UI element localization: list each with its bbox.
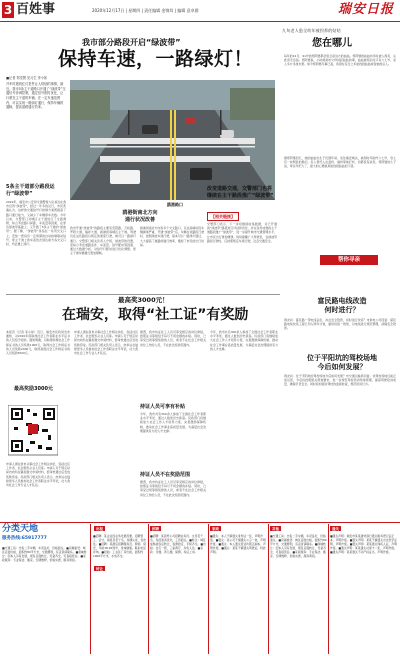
newspaper-logo: 瑞安日报 bbox=[337, 2, 394, 17]
classified-column-5: ■交通工具：出售二手车辆，车况良好，价格面议。■房屋租赁：城区店面出租，面积约80平方米，交通便利，有意者请联系。■商铺转让：因本人另有发展，现有店面转让，设备齐全，可直接营业。■家政服务：专业保洁、搬家、空调维修，价格实惠，服务周到。 bbox=[270, 534, 327, 559]
lead-subhead-ougang: 鸥港街南北方向 通行状况改善 bbox=[122, 210, 158, 223]
classified-column-1: ■交通工具：出售二手车辆，车况良好，价格面议。■房屋租赁：城区店面出租，面积约80平方米，交通便利，有意者请联系。■商铺转让：因本人另有发展，现有店面转让，设备齐全，可直接营业。■家政服务：专业保洁、搬家、空调维修，价格实惠，服务周到。 bbox=[2, 546, 87, 563]
issue-info: 2020年12月17日 | 星期四 | 责任编辑 金锦茸 | 编辑 意卓群 bbox=[92, 8, 199, 13]
classifieds-top-rule bbox=[0, 522, 400, 523]
lead-column-1: 2019年，瑞安市公安局交通警察大队首次在我市启用“绿波带”，经过一年多的运行，市民普遍认为，这样的交通信号灯控制方案既提高了路口通行能力，又减少了车辆停车次数。今年以来，交警部门对城区主干道进行了全面调研，综合考虑路口间距、车流量等因素，在原有绿波带基础上，又开通了5条主干道的“绿波带”。据了解，“绿波带”是指在一系列交叉口上，安装一套具有一定周期的自动控制联动信号，使主干道上的车流依次到达前方各交叉口时，均会遇上绿灯。 bbox=[6, 200, 66, 247]
right-qa-headline-2: 位于平阳坑的驾校场地 今后如何发展？ bbox=[307, 354, 377, 371]
page-number: 3 bbox=[3, 3, 13, 17]
classified-label-housekeeping: 家政 bbox=[212, 526, 219, 531]
classified-column-6: ■遗失声明：瑞安市某某建材商行遗失税务登记证正本，声明作废。■遗失声明：某某不慎遗失出生医学证明，声明作废。■遗失声明：某某遗失残疾人证，声明作废。■遗失声明：某某遗失社保卡一张，声明作废。■遗失声明：某某遗失不动产权证书，声明作废。 bbox=[330, 534, 397, 555]
help-find-family-banner: 帮你寻亲 bbox=[320, 255, 378, 265]
classified-label-recruit: 招聘 bbox=[152, 526, 159, 531]
section-name: 百姓事 bbox=[16, 2, 56, 17]
story2-column-4: 今年，我市共有300余人参加了全国社会工作者职业水平考试，通过人数创历史新高。民政部门将继续加大社会工作人才培养力度，完善激励保障机制，推动社会工作事业高质量发展，为基层社会治理提供有力的人才支撑。 bbox=[210, 330, 278, 351]
story2-subhead-max-reward: 最高奖励3000元 bbox=[14, 386, 53, 392]
classified-divider-5 bbox=[328, 524, 329, 654]
story2-column-1: 本报讯（记者 李小如）近日，瑞安市民政局发布通知，对2020年度取得社会工作者职业水平证书的人员给予奖励。通知明确，对取得助理社会工作师证书的人员奖励1000元，取得社会工作师证书的人员奖励2000元，取得高级社会工作师证书的人员奖励3000元。 bbox=[6, 330, 70, 356]
photo-caption: 鸥港路口 bbox=[167, 202, 183, 207]
story-divider bbox=[6, 294, 280, 295]
story2-column-2: 申请人须在我市从事社会工作相关岗位，包括社区工作者、社会组织从业人员等。申请人可于规定时间内向所在镇街提交申请材料，经审核通过后发放奖励资金。民政部门相关负责人表示，此举旨在鼓励更多人员参加社会工作者职业水平考试，壮大我市社会工作专业人才队伍。 bbox=[74, 330, 138, 356]
lead-column-3: 鸥港街南北方向有多个交叉路口，以往高峰时段车辆拥堵严重，开通“绿波带”后，车辆在该路段行驶时，按照绿波车速行驶，基本可以一路绿灯通过，大大提高了道路的通行效率，缩短了市民的出行时间。 bbox=[140, 226, 204, 247]
lead-column-4: 交警部门表示，下一步将继续收集数据，对已开通的“绿波带”路段进行评估和优化，并在条件成熟的主干道路段推广“绿波带”，进一步提升城市交通管理水平，让市民出行更加便捷。同时提醒广大驾驶员，在绿波带路段行驶时，应按照规定车速行驶，注意交通安全。 bbox=[207, 222, 277, 243]
qr-code bbox=[8, 405, 58, 460]
right-story-body-1: 每年的12月，91岁的郑阿婆都会思念起远方的姑姑。郑阿婆的姑姑幼年时被人拐卖，从此杳无音信。郑阿婆说，小时候常听父母讲起姑姑的事，姑姑被拐走时只有六七岁，家人多方寻找未果。如今郑阿婆年事已高，希望在有生之年能找到姑姑或者她的后人。 bbox=[284, 54, 396, 67]
classified-divider-4 bbox=[268, 524, 269, 654]
lead-subhead-routes: 5条主干道部分路段运行“绿波带” bbox=[6, 184, 55, 197]
classified-column-3: ■招聘：某商贸公司招聘业务员、文员若干名，有经验者优先，工资面议。■转让：城区成熟美容店转让，客源稳定，手续齐全。■出租：住宅一套，三室两厅，拎包入住。■家政：月嫂、育儿嫂、保姆，持证上岗。 bbox=[150, 534, 206, 555]
masthead bbox=[0, 0, 400, 22]
lead-kicker: 我市部分路段开启“绿波带” bbox=[82, 38, 181, 47]
story2-subhead-allowance: 持证人员可享有补贴 bbox=[140, 404, 186, 410]
story2-column-3: 据悉，我市持证社工人员可享受相应的岗位津贴，按照证书等级给予每月不同金额的补贴。同时，已享受过同等级奖励的人员，或者不在社会工作相关岗位工作的人员，不在此次奖励范围内。 bbox=[140, 330, 206, 347]
classifieds-phone: 服务热线:65917777 bbox=[2, 536, 47, 541]
right-story-body-2: 据郑阿婆回忆，她的姑姑出生于民国年间，家住瑞安城关，被拐时年龄约六七岁，身上有一块明显的胎记。家人曾托人在温州、福州等地打听，但都没有消息。郑阿婆的儿子说，母亲年纪大了，最大的心愿就是能找到姑姑的下落。 bbox=[284, 156, 396, 169]
classified-divider-1 bbox=[90, 524, 91, 654]
classified-label-other: 其他 bbox=[272, 526, 279, 531]
lead-photo bbox=[70, 80, 275, 200]
lead-headline: 保持车速，一路绿灯！ bbox=[58, 48, 254, 70]
story2-column-1b: 申请人须在我市从事社会工作相关岗位，包括社区工作者、社会组织从业人员等。申请人可于规定时间内向所在镇街提交申请材料，经审核通过后发放奖励资金。民政部门相关负责人表示，此举旨在鼓励更多人员参加社会工作者职业水平考试，壮大我市社会工作专业人才队伍。 bbox=[6, 462, 70, 488]
classified-column-2: ■招聘：某企业因业务发展需要，招聘普工、会计、销售员若干名，待遇从优，包吃住。■招聘：某酒店招聘服务员、厨师、保安，年龄18-45周岁，身体健康。联系电话详询。■招租：工业区厂房出租，面积约1000平方米，水电齐全。 bbox=[93, 534, 147, 559]
story2-column-3c: 据悉，我市持证社工人员可享受相应的岗位津贴，按照证书等级给予每月不同金额的补贴。同时，已享受过同等级奖励的人员，或者不在社会工作相关岗位工作的人员，不在此次奖励范围内。 bbox=[140, 480, 206, 497]
story2-subhead-excluded: 持证人员不在奖励范围 bbox=[140, 472, 191, 478]
classified-label-transfer: 转让 bbox=[96, 566, 103, 571]
right-qa-body-1: 网友问：富民路一带电线杂乱，存在安全隐患，何时进行改造？市供电公司回复：富民路电线改造工程已列入明年计划，届时将统一规划，对电线进行规范整理，消除安全隐患。 bbox=[284, 318, 396, 331]
story2-column-3b: 今年，我市共有300余人参加了全国社会工作者职业水平考试，通过人数创历史新高。民政部门将继续加大社会工作人才培养力度，完善激励保障机制，推动社会工作事业高质量发展，为基层社会治理提供有力的人才支撑。 bbox=[140, 412, 206, 433]
right-qa-body-2: 网友问：位于平阳坑的驾校场地今后如何发展？市交通运输局回复：该驾校场地目前正常运营，今后将按照相关规划要求，进一步规范驾校培训场地管理，提高驾驶培训质量，确保学员安全。同时将加强对驾校的监督检查，规范培训行为。 bbox=[284, 374, 396, 387]
lead-column-2: 我市开通“绿波带”的路段主要有安阳路、万松路、罗阳大道、瑞祥大道、鸥港街等城区主干道。驾驶员在这些路段以规定的速度行驶，就可以一路绿灯通行。交警部门相关负责人介绍，绿波带的设置，需综合考虑道路条件、车流量、信号配时等因素，通过大数据分析，对信号灯配时进行优化调整，使主干道车辆通行更加顺畅。 bbox=[70, 226, 136, 256]
classifieds-title: 分类天地 bbox=[2, 524, 39, 534]
lead-byline: ■记者 郑觉慧 见习生 李小如 bbox=[6, 76, 48, 80]
right-qa-headline-1: 富民路电线改造 何时进行？ bbox=[317, 297, 367, 314]
lead-subhead-promotion: 改变道路交通，交警部门也将继续在主干路段推广“绿波带” bbox=[207, 186, 274, 199]
lead-lede: 开车时遇到红灯是件让人烦恼的事情，最近，我市5条主干道路口开通了“绿波带”交通信号协调控制，通过信号配时优化，让行驶在主干道的车辆，在一定车速范围内，可以实现一路绿灯通行，保持车辆的通畅，提高道路通行效率。 bbox=[6, 82, 66, 110]
classified-label-lost: 遗失 bbox=[332, 526, 339, 531]
classified-column-4: ■遗失：本人不慎遗失身份证一张，声明作废。■遗失：某公司不慎遗失公章一枚，声明作废。■遗失：本人遗失营业执照正副本，声明作废。■遗失：某某不慎遗失驾驶证，特此声明。 bbox=[210, 534, 266, 555]
related-links-tag: 【相关链接】 bbox=[207, 212, 239, 221]
classified-divider-2 bbox=[148, 524, 149, 654]
story2-headline: 在瑞安，取得“社工证”有奖励 bbox=[62, 307, 249, 323]
right-story-kicker: 九旬老人患全幼年被拐养的姑姑 bbox=[282, 28, 341, 33]
story2-kicker: 最高奖3000元！ bbox=[118, 296, 169, 304]
classified-divider-3 bbox=[208, 524, 209, 654]
right-story-title: 您在哪儿 bbox=[312, 38, 352, 49]
classified-label-rent: 出租 bbox=[96, 526, 103, 531]
